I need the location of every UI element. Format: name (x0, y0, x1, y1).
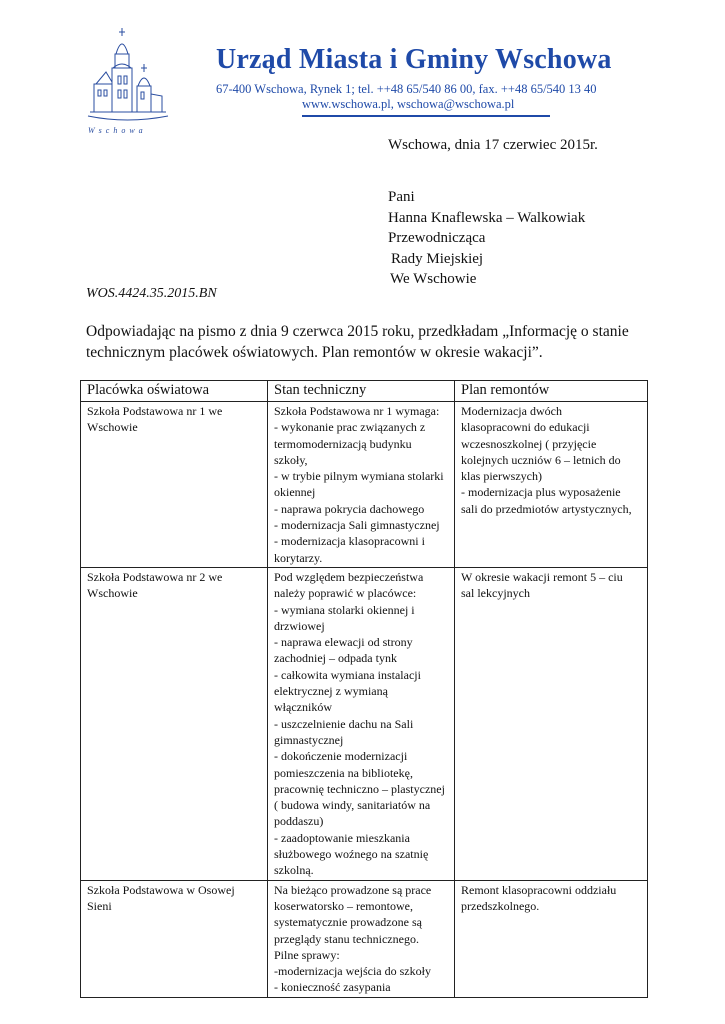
header-divider (302, 115, 550, 117)
cell-line: Wschowie (87, 420, 138, 435)
recipient-block (388, 187, 585, 290)
table-row (81, 567, 648, 880)
cell-line: przeglądy stanu technicznego. (274, 931, 419, 946)
cell-line: - konieczność zasypania (274, 980, 391, 995)
cell-line: klas pierwszych) (461, 469, 542, 484)
school-cell (81, 880, 268, 997)
cell-line: - zaadoptowanie mieszkania (274, 830, 410, 845)
intro-paragraph (86, 321, 646, 363)
cell-line: pomieszczenia na bibliotekę, (274, 765, 413, 780)
cell-line: - całkowita wymiana instalacji (274, 667, 421, 682)
cell-line: należy poprawić w placówce: (274, 586, 417, 601)
intro-line: technicznym placówek oświatowych. Plan remontów w okresie wakacji”. (86, 344, 543, 361)
town-hall-logo-icon (82, 24, 172, 139)
cell-line: klasopracowni do edukacji (461, 420, 590, 435)
cell-line: systematycznie prowadzone są (274, 915, 422, 930)
school-cell (81, 402, 268, 568)
column-header: Stan techniczny (268, 381, 455, 402)
cell-line: sal lekcyjnych (461, 586, 530, 601)
cell-line: Szkoła Podstawowa nr 2 we (87, 569, 223, 584)
table-row (81, 402, 648, 568)
cell-line: - naprawa elewacji od strony (274, 635, 413, 650)
cell-line: Pod względem bezpieczeństwa (274, 569, 424, 584)
school-cell (81, 567, 268, 880)
cell-line: -modernizacja wejścia do szkoły (274, 964, 431, 979)
condition-cell (268, 402, 455, 568)
condition-cell (268, 880, 455, 997)
cell-line: kolejnych uczniów 6 – letnich do (461, 452, 621, 467)
cell-line: korytarzy. (274, 550, 323, 565)
cell-line: Sieni (87, 898, 112, 913)
cell-line: - wykonanie prac związanych z (274, 420, 426, 435)
recipient-line: We Wschowie (390, 271, 477, 287)
condition-cell (268, 567, 455, 880)
cell-line: sali do przedmiotów artystycznych, (461, 501, 632, 516)
cell-line: przedszkolnego. (461, 898, 540, 913)
cell-line: Pilne sprawy: (274, 947, 340, 962)
cell-line: - dokończenie modernizacji (274, 749, 408, 764)
cell-line: gimnastycznej (274, 732, 344, 747)
cell-line: służbowego woźnego na szatnię (274, 847, 429, 862)
cell-line: elektrycznej z wymianą (274, 684, 388, 699)
recipient-line: Rady Miejskiej (391, 250, 484, 267)
cell-line: Szkoła Podstawowa nr 1 we (87, 404, 223, 418)
cell-line: - uszczelnienie dachu na Sali (274, 716, 414, 731)
office-web-email: www.wschowa.pl, wschowa@wschowa.pl (302, 97, 515, 111)
office-name: Urząd Miasta i Gminy Wschowa (216, 44, 612, 75)
cell-line: Wschowie (87, 586, 138, 601)
cell-line: drzwiowej (274, 618, 325, 633)
column-header: Placówka oświatowa (81, 381, 268, 402)
cell-line: poddaszu) (274, 814, 324, 829)
cell-line: ( budowa windy, sanitariatów na (274, 798, 431, 813)
cell-line: Szkoła Podstawowa w Osowej (87, 882, 235, 897)
recipient-line: Pani (388, 189, 415, 205)
cell-line: Remont klasopracowni oddziału (461, 882, 617, 897)
cell-line: Modernizacja dwóch (461, 404, 562, 418)
cell-line: termomodernizacją budynku (274, 436, 412, 451)
cell-line: wczesnoszkolnej ( przyjęcie (461, 436, 597, 451)
cell-line: okiennej (274, 485, 316, 500)
cell-line: koserwatorsko – remontowe, (274, 898, 413, 913)
schools-table (80, 380, 648, 998)
table-header-row (81, 381, 648, 402)
recipient-line: Hanna Knaflewska – Walkowiak (388, 209, 586, 226)
plan-cell (455, 567, 648, 880)
plan-cell (455, 402, 648, 568)
reference-number: WOS.4424.35.2015.BN (86, 286, 217, 301)
cell-line: Szkoła Podstawowa nr 1 wymaga: (274, 404, 440, 418)
recipient-line: Przewodnicząca (388, 230, 486, 246)
logo-caption: Wschowa (88, 126, 147, 135)
table-row (81, 880, 648, 997)
plan-cell (455, 880, 648, 997)
cell-line: zachodniej – odpada tynk (274, 651, 397, 666)
column-header: Plan remontów (455, 381, 648, 402)
cell-line: - modernizacja klasopracowni i (274, 534, 425, 549)
cell-line: - modernizacja plus wyposażenie (461, 485, 621, 500)
cell-line: - wymiana stolarki okiennej i (274, 602, 415, 617)
intro-line: Odpowiadając na pismo z dnia 9 czerwca 2015 roku, przedkładam „Informację o stanie (86, 323, 629, 340)
cell-line: pracownię techniczno – plastycznej (274, 781, 445, 796)
cell-line: Na bieżąco prowadzone są prace (274, 882, 432, 897)
letter-date: Wschowa, dnia 17 czerwiec 2015r. (388, 137, 598, 153)
cell-line: szkoły, (274, 452, 308, 467)
cell-line: włączników (274, 700, 332, 715)
cell-line: - naprawa pokrycia dachowego (274, 501, 425, 516)
cell-line: W okresie wakacji remont 5 – ciu (461, 569, 623, 584)
office-address: 67-400 Wschowa, Rynek 1; tel. ++48 65/540 86 00, fax. ++48 65/540 13 40 (216, 82, 597, 96)
cell-line: szkolną. (274, 863, 314, 878)
cell-line: - w trybie pilnym wymiana stolarki (274, 469, 444, 484)
cell-line: - modernizacja Sali gimnastycznej (274, 518, 440, 533)
